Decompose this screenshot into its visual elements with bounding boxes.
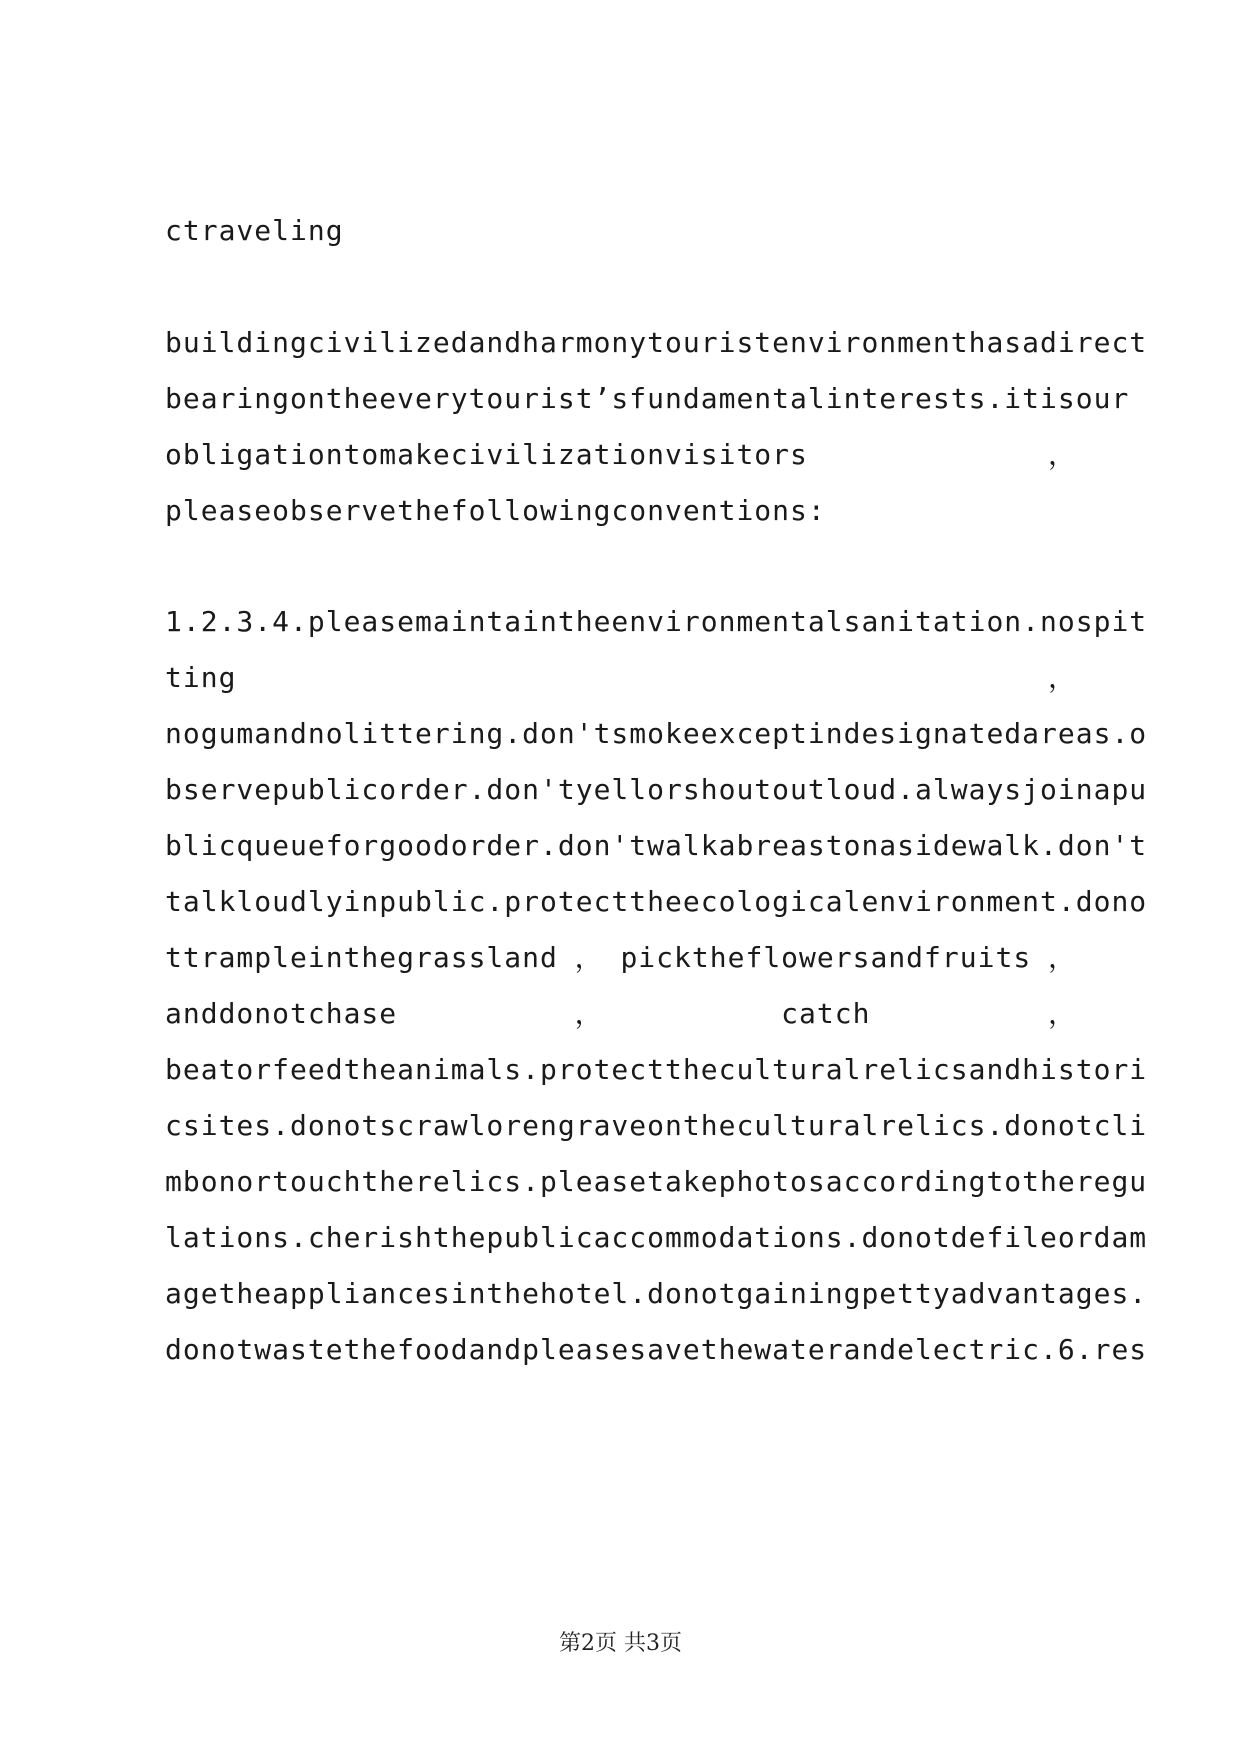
paragraph-2-line-8 [165, 997, 1077, 1031]
paragraph-2-line-11: mbonortouchtherelics.pleasetakephotosaccordingtotheregu [165, 1165, 1148, 1198]
text-segment: ， [1047, 941, 1077, 974]
paragraph-2-line-6: talkloudlyinpublic.protecttheecologicalenvironment.dono [165, 885, 1148, 918]
paragraph-2-line-14: donotwastethefoodandpleasesavethewaterandelectric.6.res [165, 1333, 1148, 1366]
text-segment: catch [781, 997, 871, 1030]
text-segment: ttrampleinthegrassland [165, 941, 558, 974]
paragraph-2-line-4: bservepublicorder.don'tyellorshoutoutloud.alwaysjoinapu [165, 773, 1148, 806]
text-segment: ， [1047, 997, 1077, 1030]
paragraph-2-line-1: 1.2.3.4.pleasemaintaintheenvironmentalsanitation.nospit [165, 605, 1148, 638]
paragraph-2-line-5: blicqueueforgoodorder.don'twalkabreastonasidewalk.don't [165, 829, 1148, 862]
text-segment: ， [574, 997, 604, 1030]
heading: ctraveling [165, 214, 344, 247]
paragraph-2-line-10: csites.donotscrawlorengraveontheculturalrelics.donotcli [165, 1109, 1148, 1142]
page-footer: 第2页 共3页 [559, 1631, 682, 1656]
paragraph-2-line-13: agetheappliancesinthehotel.donotgainingpettyadvantages. [165, 1277, 1148, 1310]
text-segment: obligationtomakecivilizationvisitors [165, 438, 808, 471]
text-segment: anddonotchase [165, 997, 398, 1030]
paragraph-1-line-1: buildingcivilizedandharmonytouristenvironmenthasadirect [165, 326, 1148, 359]
paragraph-2-line-3: nogumandnolittering.don'tsmokeexceptindesignatedareas.o [165, 717, 1148, 750]
text-segment: ， [1047, 438, 1077, 471]
paragraph-2-line-12: lations.cherishthepublicaccommodations.donotdefileordam [165, 1221, 1148, 1254]
text-segment: picktheflowersandfruits [620, 941, 1032, 974]
paragraph-2-line-2 [165, 661, 1077, 695]
text-segment: ， [574, 941, 604, 974]
text-segment: ， [1047, 661, 1077, 694]
paragraph-1-line-3 [165, 438, 1077, 472]
paragraph-2-line-7 [165, 941, 1077, 975]
text-segment: ting [165, 661, 237, 694]
paragraph-1-line-4: pleaseobservethefollowingconventions: [165, 494, 826, 527]
paragraph-2-line-9: beatorfeedtheanimals.protecttheculturalrelicsandhistori [165, 1053, 1148, 1086]
paragraph-1-line-2: bearingontheeverytourist’sfundamentalinterests.itisour [165, 382, 1130, 415]
